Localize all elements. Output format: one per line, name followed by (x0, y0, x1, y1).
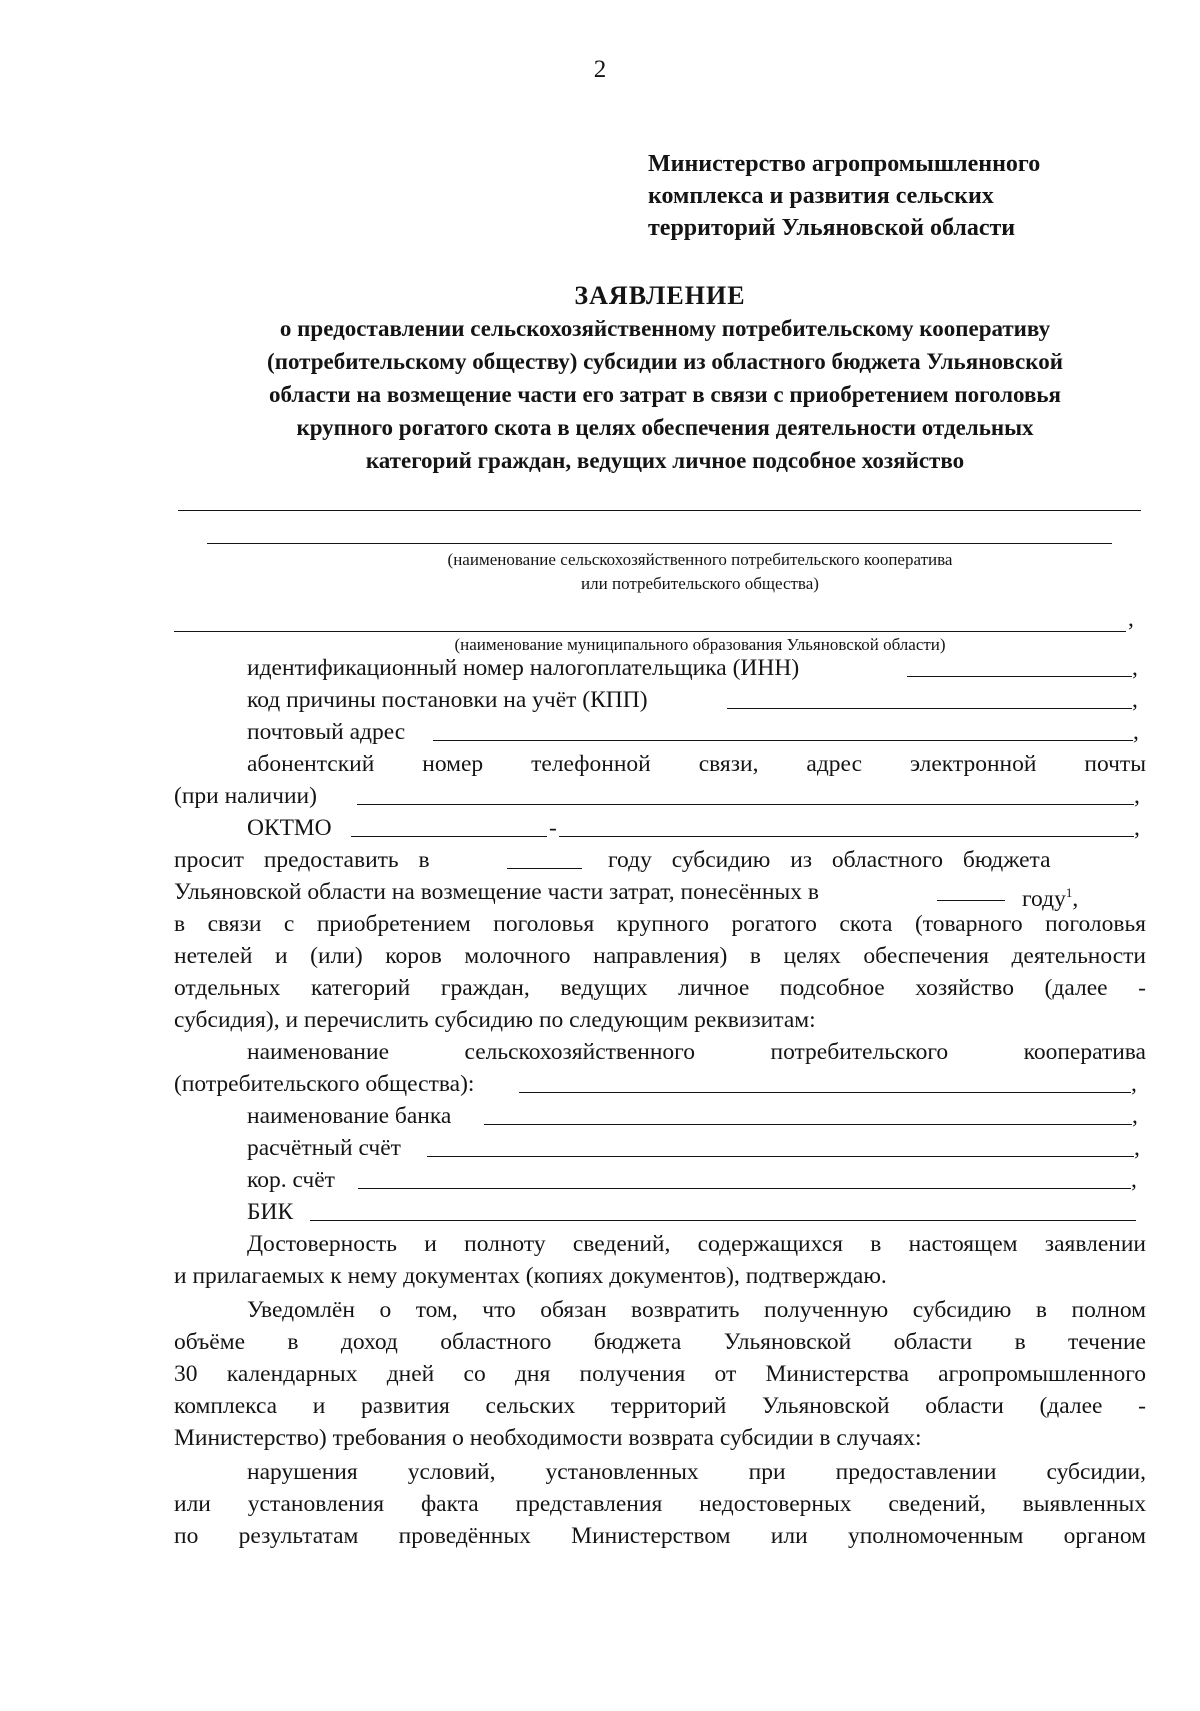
oktmo-dash: - (549, 815, 557, 841)
caption-line: или потребительского общества) (581, 574, 819, 593)
coop-name-field-line-2[interactable] (207, 543, 1112, 544)
postal-address-field[interactable] (433, 740, 1133, 741)
comma: , (1131, 1167, 1137, 1193)
comma: , (1134, 815, 1140, 841)
subtitle-line: категорий граждан, ведущих личное подсобное хозяйство (365, 448, 965, 473)
request-text: году (1022, 885, 1066, 912)
confirmation-line-1: Достоверность и полноту сведений, содержащихся в настоящем заявлении (247, 1231, 1146, 1257)
violations-line-3: по результатам проведённых Министерством или уполномоченным органом (174, 1523, 1146, 1549)
notice-line-5: Министерство) требования о необходимости возврата субсидии в случаях: (174, 1425, 922, 1451)
request-line-2 (174, 877, 1146, 912)
request-text: просит предоставить в (174, 847, 430, 873)
comma: , (1134, 1135, 1140, 1161)
bik-row (247, 1197, 1146, 1228)
municipality-field-line[interactable] (174, 631, 1126, 632)
postal-address-row (247, 717, 1146, 748)
corr-account-field[interactable] (358, 1188, 1131, 1189)
subtitle-line: о предоставлении сельскохозяйственному потребительскому кооперативу (279, 316, 1051, 341)
subtitle-line: (потребительскому обществу) субсидии из областного бюджета Ульяновской (267, 349, 1063, 374)
municipality-caption: (наименование муниципального образования Ульяновской области) (454, 635, 946, 654)
addressee-line: территорий Ульяновской области (648, 215, 1016, 241)
document-subtitle (170, 312, 1160, 477)
kpp-field[interactable] (727, 708, 1132, 709)
page-number: 2 (593, 56, 607, 83)
coop-name-field-line-1[interactable] (178, 510, 1141, 511)
request-line-4: нетелей и (или) коров молочного направления) в целях обеспечения деятельности (174, 943, 1146, 969)
bik-label: БИК (247, 1199, 294, 1225)
comma: , (1132, 1103, 1138, 1129)
account-row (247, 1133, 1146, 1164)
request-line-6: субсидия), и перечислить субсидию по следующим реквизитам: (174, 1007, 816, 1033)
contact-row (174, 781, 1146, 812)
contact-label-line: абонентский номер телефонной связи, адрес электронной почты (247, 751, 1146, 777)
coop-requisite-field[interactable] (519, 1092, 1131, 1093)
bank-field[interactable] (484, 1124, 1132, 1125)
subtitle-line: крупного рогатого скота в целях обеспечения деятельности отдельных (296, 415, 1034, 440)
costs-year-field[interactable] (937, 900, 1005, 901)
coop-requisite-row (174, 1069, 1146, 1100)
subtitle-line: области на возмещение части его затрат в связи с приобретением поголовья (268, 382, 1062, 407)
notice-line-2: объёме в доход областного бюджета Ульяновской области в течение (174, 1329, 1146, 1355)
inn-label: идентификационный номер налогоплательщика (ИНН) (247, 655, 800, 681)
caption-line: (наименование сельскохозяйственного потребительского кооператива (447, 550, 953, 569)
inn-row (247, 653, 1146, 684)
violations-line-1: нарушения условий, установленных при предоставлении субсидии, (247, 1459, 1146, 1485)
postal-address-label: почтовый адрес (247, 719, 406, 745)
coop-requisite-label-2: (потребительского общества): (174, 1071, 475, 1097)
request-text: году субсидию из областного бюджета (608, 847, 1051, 873)
addressee-line: комплекса и развития сельских (648, 183, 994, 209)
request-line-1 (174, 845, 1146, 876)
comma: , (1128, 606, 1134, 632)
comma: , (1132, 655, 1138, 681)
account-field[interactable] (427, 1156, 1134, 1157)
addressee-block (648, 148, 1128, 244)
oktmo-field-part-2[interactable] (559, 836, 1134, 837)
corr-account-row (247, 1165, 1146, 1196)
contact-field[interactable] (357, 804, 1134, 805)
notice-line-3: 30 календарных дней со дня получения от Министерства агропромышленного (174, 1361, 1146, 1387)
request-line-3: в связи с приобретением поголовья крупного рогатого скота (товарного поголовья (174, 911, 1146, 937)
account-label: расчётный счёт (247, 1135, 401, 1161)
inn-field[interactable] (907, 676, 1132, 677)
comma: , (1131, 1071, 1137, 1097)
contact-label: (при наличии) (174, 783, 317, 809)
bank-label: наименование банка (247, 1103, 452, 1129)
kpp-row (247, 685, 1146, 716)
request-year-field[interactable] (507, 868, 582, 869)
oktmo-label: ОКТМО (247, 815, 332, 841)
confirmation-line-2: и прилагаемых к нему документах (копиях документов), подтверждаю. (174, 1263, 887, 1289)
oktmo-row (247, 813, 1146, 844)
bik-field[interactable] (310, 1220, 1136, 1221)
kpp-label: код причины постановки на учёт (КПП) (247, 687, 648, 713)
oktmo-field-part-1[interactable] (351, 836, 547, 837)
request-line-5: отдельных категорий граждан, ведущих личное подсобное хозяйство (далее - (174, 975, 1146, 1001)
comma: , (1132, 687, 1138, 713)
coop-name-caption (0, 548, 1200, 596)
notice-line-1: Уведомлён о том, что обязан возвратить полученную субсидию в полном (247, 1297, 1146, 1323)
comma: , (1133, 719, 1139, 745)
comma: , (1134, 783, 1140, 809)
corr-account-label: кор. счёт (247, 1167, 335, 1193)
coop-requisite-label: наименование сельскохозяйственного потребительского кооператива (247, 1039, 1146, 1065)
addressee-line: Министерство агропромышленного (648, 151, 1041, 177)
comma: , (1072, 885, 1079, 912)
notice-line-4: комплекса и развития сельских территорий Ульяновской области (далее - (174, 1393, 1146, 1419)
document-title: ЗАЯВЛЕНИЕ (574, 281, 746, 310)
violations-line-2: или установления факта представления недостоверных сведений, выявленных (174, 1491, 1146, 1517)
request-text: Ульяновской области на возмещение части затрат, понесённых в (174, 879, 819, 905)
bank-row (247, 1101, 1146, 1132)
footnote-marker[interactable]: 1 (1065, 885, 1073, 900)
